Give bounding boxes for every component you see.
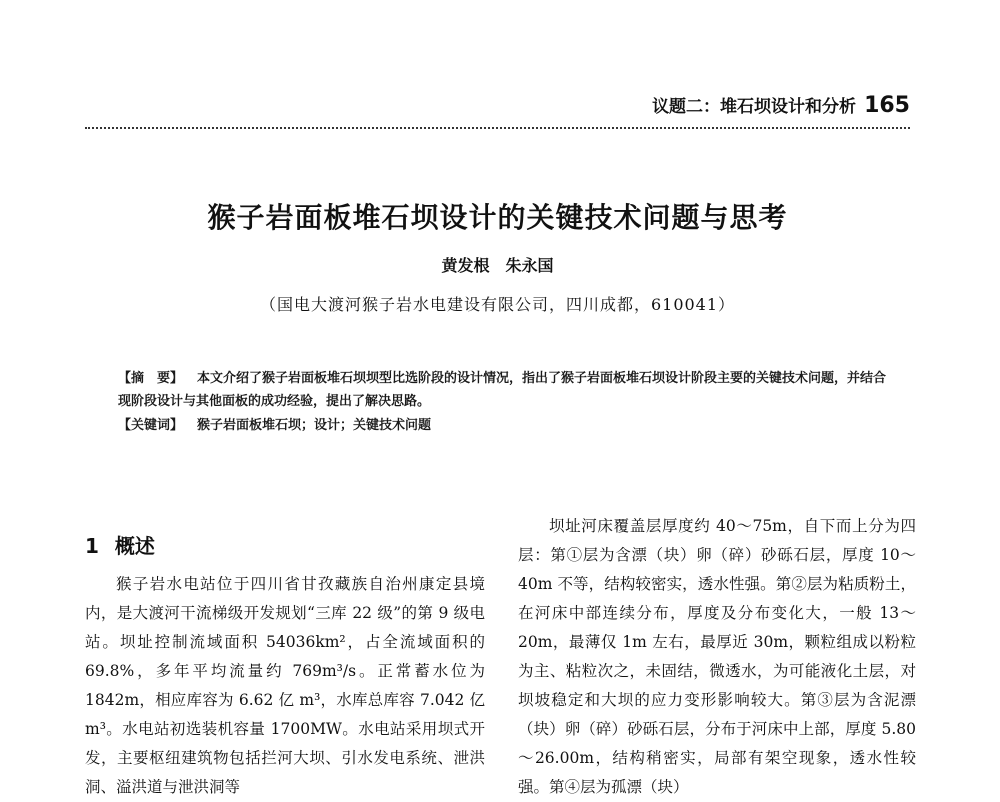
abstract-text: 本文介绍了猴子岩面板堆石坝坝型比选阶段的设计情况，指出了猴子岩面板堆石坝设计阶段主要的关键技术问题，并结合现阶段设计与其他面板的成功经验，提出了解决思路。 xyxy=(118,371,887,409)
left-column xyxy=(85,570,485,802)
right-column xyxy=(518,512,916,802)
running-header xyxy=(560,92,910,126)
header-section-title: 议题二：堆石坝设计和分析 xyxy=(652,97,857,117)
paper-title: 猴子岩面板堆石坝设计的关键技术问题与思考 xyxy=(207,201,788,234)
keywords-text: 猴子岩面板堆石坝；设计；关键技术问题 xyxy=(197,418,432,433)
section-title: 概述 xyxy=(114,534,155,558)
section-number: 1 xyxy=(85,534,99,558)
body-paragraph: 坝址河床覆盖层厚度约 40～75m，自下而上分为四层：第①层为含漂（块）卵（碎）砂砾石层，厚度 10～40m 不等，结构较密实，透水性强。第②层为粘质粉土，在河床中部连续分布，厚度及分布变化大，一般 13～20m，最薄仅 1m 左右，最厚近 30m，颗粒组成以粉粒为主、粘粒次之，未固结，微透水，为可能液化土层，对坝坡稳定和大坝的应力变形影响较大。第③层为含泥漂（块）卵（碎）砂砾石层，分布于河床中上部，厚度 5.80～26.00m，结构稍密实，局部有架空现象，透水性较强。第④层为孤漂（块） xyxy=(518,517,916,796)
authors: 黄发根 朱永国 xyxy=(441,256,554,275)
abstract xyxy=(118,367,888,413)
section-heading xyxy=(85,530,385,559)
header-divider xyxy=(85,127,910,129)
body-paragraph: 猴子岩水电站位于四川省甘孜藏族自治州康定县境内，是大渡河干流梯级开发规划“三库 22 级”的第 9 级电站。坝址控制流域面积 54036km²，占全流域面积的 69.8%，多年平均流量约 769m³/s。正常蓄水位为 1842m，相应库容为 6.62 亿 m³，水库总库容 7.042 亿 m³。水电站初选装机容量 1700MW。水电站采用坝式开发，主要枢纽建筑物包括拦河大坝、引水发电系统、泄洪洞、溢洪道与泄洪洞等 xyxy=(85,575,485,796)
affiliation: （国电大渡河猴子岩水电建设有限公司，四川成都，610041） xyxy=(259,295,736,314)
abstract-label: 【摘 要】 xyxy=(118,371,184,386)
keywords-label: 【关键词】 xyxy=(118,418,184,433)
keywords xyxy=(118,414,888,437)
page-number: 165 xyxy=(864,93,910,118)
